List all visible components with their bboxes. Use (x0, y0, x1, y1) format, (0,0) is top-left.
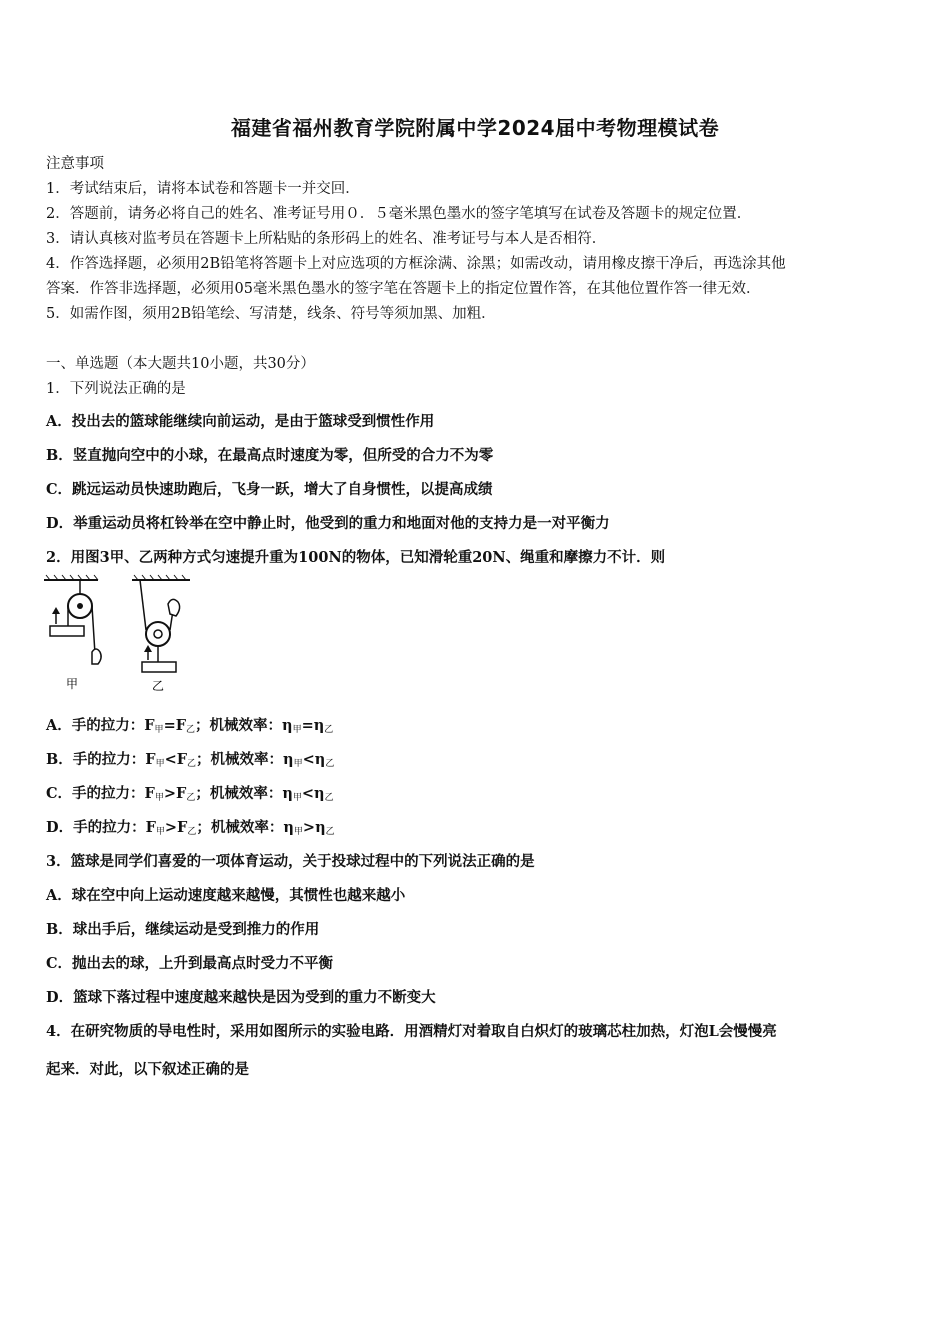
notice-item: 4．作答选择题，必须用2B铅笔将答题卡上对应选项的方框涂满、涂黑；如需改动，请用橡皮擦干净后，再选涂其他 (46, 256, 786, 272)
notice-item: 5．如需作图，须用2B铅笔绘、写清楚，线条、符号等须加黑、加粗． (46, 306, 496, 322)
q1-option-a: A．投出去的篮球能继续向前运动，是由于篮球受到惯性作用 (46, 413, 435, 430)
notice-item: 1．考试结束后，请将本试卷和答题卡一并交回． (46, 181, 360, 197)
question-stem-3: 3．篮球是同学们喜爱的一项体育运动，关于投球过程中的下列说法正确的是 (46, 853, 535, 870)
figure-label-jia: 甲 (66, 677, 79, 691)
pulley-jia (44, 575, 101, 664)
q1-option-d: D．举重运动员将杠铃举在空中静止时，他受到的重力和地面对他的支持力是一对平衡力 (46, 515, 610, 532)
notice-item: 答案．作答非选择题，必须用05毫米黑色墨水的签字笔在答题卡上的指定位置作答，在其他位置作答一律无效． (46, 281, 761, 297)
notice-item: 2．答题前，请务必将自己的姓名、准考证号用０．５毫米黑色墨水的签字笔填写在试卷及答题卡的规定位置． (46, 206, 752, 222)
question-stem-4: 4．在研究物质的导电性时，采用如图所示的实验电路．用酒精灯对着取自白炽灯的玻璃芯柱加热，灯泡L会慢慢亮 (46, 1023, 777, 1040)
pulley-yi (132, 575, 190, 672)
notice-item: 3．请认真核对监考员在答题卡上所粘贴的条形码上的姓名、准考证号与本人是否相符． (46, 231, 607, 247)
section-heading: 一、单选题（本大题共10小题，共30分） (46, 356, 315, 372)
q2-option-a: A．手的拉力：$F_甲=F_乙$；机械效率：$\eta_甲=\eta_乙$ (46, 717, 334, 735)
notice-heading: 注意事项 (46, 156, 104, 172)
q2-option-b: B．手的拉力：$F_甲<F_乙$；机械效率：$\eta_甲<\eta_乙$ (46, 751, 335, 769)
pulley-figure (40, 574, 200, 694)
q2-option-c: C．手的拉力：$F_甲>F_乙$；机械效率：$\eta_甲<\eta_乙$ (46, 785, 334, 803)
q3-option-c: C．抛出去的球，上升到最高点时受力不平衡 (46, 955, 334, 972)
question-stem-1: 1．下列说法正确的是 (46, 381, 186, 397)
question-stem-4-cont: 起来．对此，以下叙述正确的是 (46, 1061, 249, 1078)
question-stem-2: 2．用图3甲、乙两种方式匀速提升重为100N的物体，已知滑轮重20N、绳重和摩擦力不计．则 (46, 549, 666, 566)
figure-label-yi: 乙 (152, 679, 165, 693)
page-title: 福建省福州教育学院附属中学2024届中考物理模试卷 (230, 116, 720, 140)
q3-option-b: B．球出手后，继续运动是受到推力的作用 (46, 921, 320, 938)
q3-option-d: D．篮球下落过程中速度越来越快是因为受到的重力不断变大 (46, 989, 436, 1006)
q3-option-a: A．球在空中向上运动速度越来越慢，其惯性也越来越小 (46, 887, 406, 904)
q2-option-d: D．手的拉力：$F_甲>F_乙$；机械效率：$\eta_甲>\eta_乙$ (46, 819, 335, 837)
q1-option-c: C．跳远运动员快速助跑后，飞身一跃，增大了自身惯性，以提高成绩 (46, 481, 493, 498)
q1-option-b: B．竖直抛向空中的小球，在最高点时速度为零，但所受的合力不为零 (46, 447, 494, 464)
